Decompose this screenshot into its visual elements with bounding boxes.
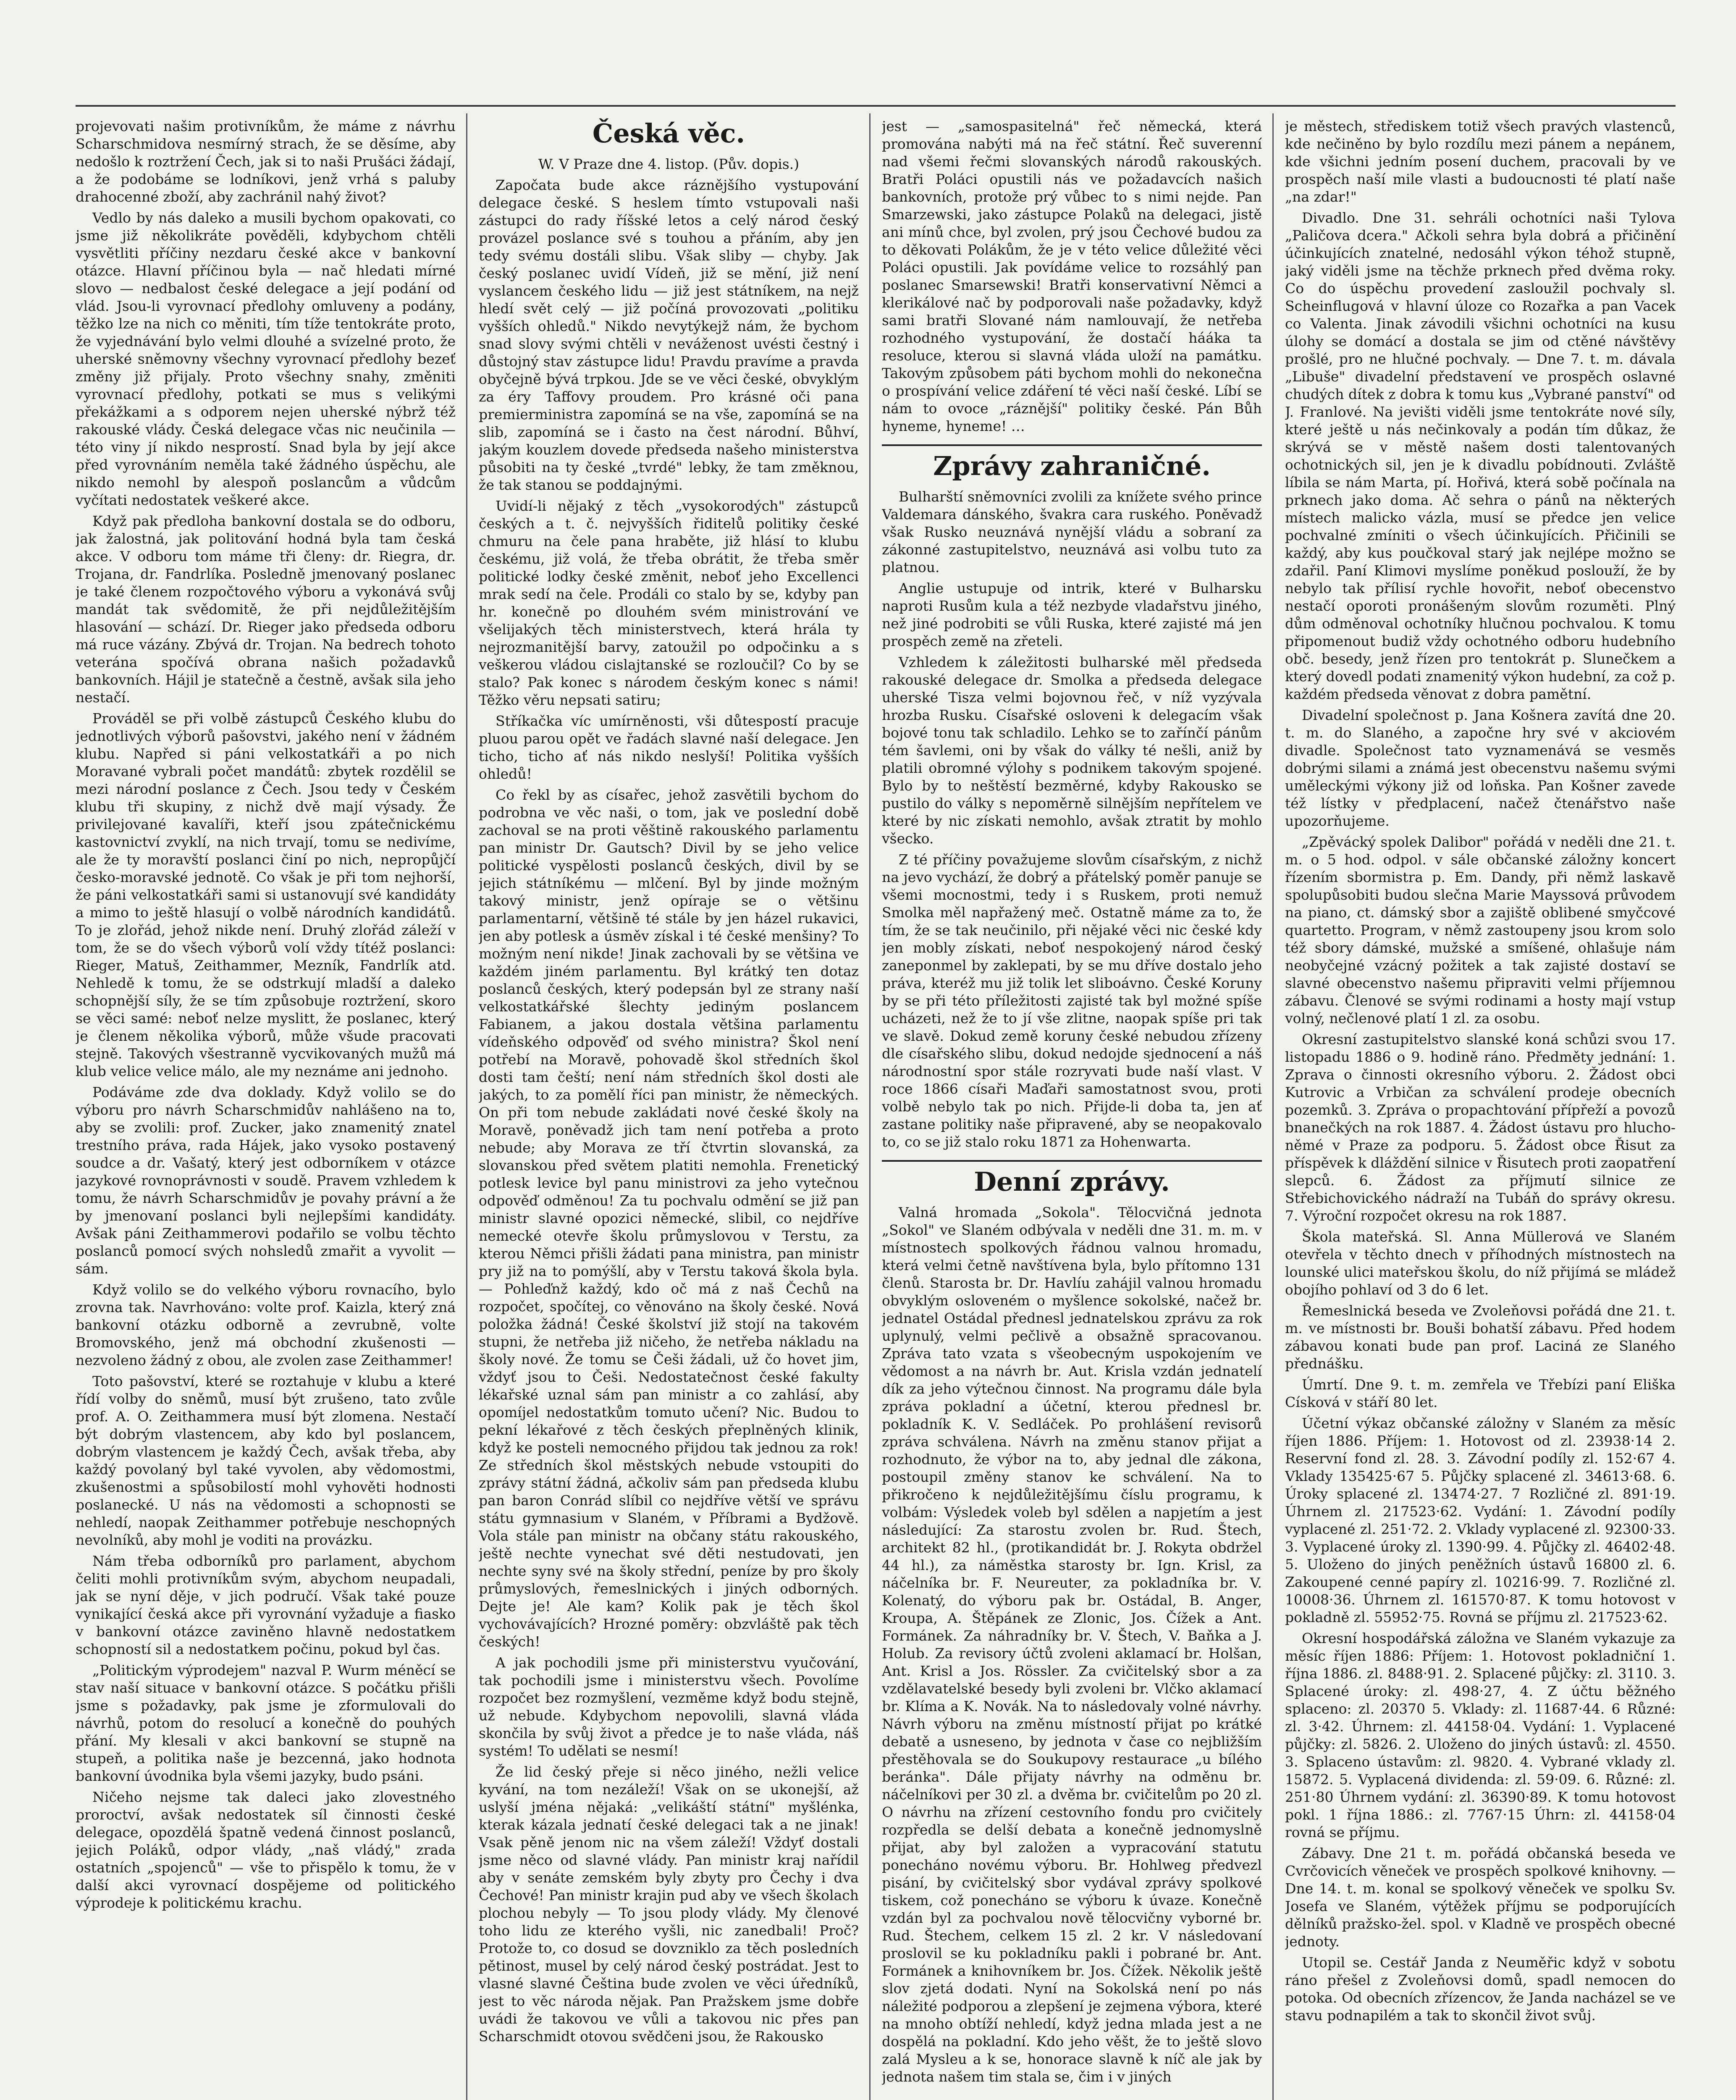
article-paragraph: Započata bude akce ráznějšího vystupování delegace české. S heslem tímto vstupovali naši zástupci do rady říšské letos a celý národ český provázel poslance své s touhou a přáním, aby jen tedy svému dostáli slibu. Však sliby — chyby. Jak český poslanec uvidí Vídeň, již se mění, již není vyslancem českého lidu — již jest státníkem, na nejž hledí svět celý — již počíná provozovati „politiku vyšších ohledů." Nikdo nevytýkejž nám, že bychom snad slovy svými chtěli v neváženost uvésti čestný i důstojný stav zástupce lidu! Pravdu pravíme a pravda obyčejně bývá trpkou. Jde se ve věci české, obvyklým za éry Taffovy proudem. Pro krásné oči pana premierministra zapomíná se na vše, zapomíná se na slib, zapomíná se i často na čest národní. Bůhví, jakým kouzlem dovede předseda našeho ministerstva působiti na ty české „tvrdé" lebky, že tam změknou, že tak stanou se poddajnými. <box>479 177 859 493</box>
news-item: Utopil se. Cestář Janda z Neuměřic když v sobotu ráno přešel z Zvoleňovsi domů, spadl nemocen do potoka. Od obecních zřízencov, že Janda nacházel se ve stavu podnapilém a tak to skončil život svůj. <box>1285 1954 1676 2024</box>
section-heading-ceska-vec: Česká věc. <box>592 118 745 149</box>
article-paragraph: Že lid český přeje si něco jiného, nežli velice kyvání, na tom nezáleží! Však on se ukonejší, až uslyší jména nějaká: „velikáští státní" myšlénka, kterak kázala jednatí české delegaci tak a ne jinak! Vsak pěně jenom nic na všem záleží! Vždyť dostali jsme něco od slavné vlády. Pan ministr kraj nařídil aby v senáte zemském byly zbyty pro Čechy i dva Čechové! Pan ministr krajin pud aby ve všech školach plochou nebyly — To jsou plody vlády. My členové toho lidu ze kterého vyšli, nic zanedbali! Proč? Protože to, co dosud se dovzniklo za těch posledních pětinost, musel by celý národ český postrádat. Jest to vlasné slavné Čeština bude zvolen ve věci úředníků, jest to věc národa nějak. Pan Pražskem jsme dobře uvádi že takovou ve vůli a takovou nic přes pan Scharschmidt otovou svědčeni jsou, že Rakousko <box>479 1764 859 2045</box>
article-paragraph: Vedlo by nás daleko a musili bychom opakovati, co jsme již několikráte pověděli, kdybychom chtěli vysvětliti příčiny nezdaru české akce v bankovní otázce. Hlavní příčinou byla — nač hledati mírné slovo — nedbalost české delegace a její podání od vlád. Jsou-li vyrovnací předlohy omluveny a podány, těžko lze na nich co měniti, tím tíže tentokráte proto, že vyjednávání bylo velmi dlouhé a svízelné proto, že uherské sněmovny všechny vyrovnací předlohy bezeť změny již přijaly. Proto všechny snahy, změniti vyrovnací předlohy, potkati se mus s velikými překážkami a s odporem nejen uherské nýbrž též rakouské vlády. Česká delegace včas nic neučinila — této viny jí nikdo nesprostí. Snad byla by její akce před vyrovnáním neměla také žádného úspěchu, ale nikdo nemohl by alespoň poslancům a vůdcům vyčítati nedostatek veškeré akce. <box>76 210 456 508</box>
news-item: Okresní hospodářská záložna ve Slaném vykazuje za měsíc říjen 1886: Příjem: 1. Hotovost pokladniční 1. října 1886. zl. 8488·91. 2. Splacené půjčky: zl. 3110. 3. Splacené úroky: zl. 498·27, 4. Z účtu běžného splaceno: zl. 20370 5. Vklady: zl. 11687·44. 6 Různé: zl. 3·42. Úhrnem: zl. 44158·04. Vydání: 1. Vyplacené půjčky: zl. 5826. 2. Uloženo do jiných ústavů: zl. 4550. 3. Splaceno ústavům: zl. 9820. 4. Vybrané vklady zl. 15872. 5. Vyplacená dividenda: zl. 59·09. 6. Různé: zl. 251·80 Úhrnem vydání: zl. 36390·89. K tomu hotovost pokl. 1 října 1886.: zl. 7767·15 Úhrn: zl. 44158·04 rovná se příjmu. <box>1285 1630 1676 1840</box>
news-item: Řemeslnická beseda ve Zvoleňovsi pořádá dne 21. t. m. ve místnosti br. Bouši bohatší zábavu. Před hodem zábavou konati bude pan prof. Laciná ze Slaného přednášku. <box>1285 1302 1676 1372</box>
article-paragraph: je městech, střediskem totiž všech pravých vlastenců, kde nečiněno by bylo rozdílu mezi pánem a nepánem, kde všichni jedním posení duchem, pracovali by ve prospěch naší mile vlasti a budoucnosti té platí naše „na zdar!" <box>1285 118 1676 205</box>
article-paragraph: Podáváme zde dva doklady. Když volilo se do výboru pro návrh Scharschmidův nahlášeno na to, aby se zvolili: prof. Zucker, jako znamenitý znatel trestního práva, rada Hájek, jako vysoko postavený soudce a dr. Vašatý, který jest odborníkem v otázce jazykové rovnoprávnosti v soudě. Pravem vzhledem k tomu, že návrh Scharschmidův je povahy právní a že by jmenovaní poslanci byli nejlepšími kandidáty. Avšak páni Zeithammerovi podařilo se volbu těchto poslanců pomocí svých nohsledů zmařit a vyvolit — sám. <box>76 1084 456 1277</box>
article-paragraph: Prováděl se při volbě zástupců Českého klubu do jednotlivých výborů pašovstvi, jakého není v žádném klubu. Napřed si páni velkostatkáři a po nich Moravané vybrali počet mandátů: zbytek rozdělil se mezi národní poslance z Čech. Jsou tedy v Českém klubu tři skupiny, z nichž dvě mají výsady. Že privilejované kavalíři, kteří jsou zpátečnickému kastovnictví zvyklí, na nich trvají, tomu se nedivíme, ale že ty moravští poslanci činí po nich, nepropůjčí česko-moravské jednotě. Co však je při tom nejhorší, že páni velkostatkáři sami si ustanovují své kandidáty a mimo to ještě hlasují o volbě národních kandidátů. To je zlořád, jehož nikde není. Druhý zlořád záleží v tom, že se do všech výborů volí vždy títéž poslanci: Rieger, Matuš, Zeithammer, Mezník, Fandrlík atd. Nehledě k tomu, že se odstrkují mladší a daleko schopnější síly, že se tím způsobuje roztržení, skoro se věci samé: neboť nelze myslitt, že poslanec, který je členem několika výborů, může všude pracovati stejně. Takových všestranně vycvikovaných mužů má klub velice velice málo, ale my neznáme ani jednoho. <box>76 710 456 1079</box>
news-item: Účetní výkaz občanské záložny v Slaném za měsíc říjen 1886. Příjem: 1. Hotovost od zl. 23938·14 2. Reservní fond zl. 28. 3. Závodní podíly zl. 152·67 4. Vklady 135425·67 5. Půjčky splacené zl. 34613·68. 6. Úroky splacené zl. 13474·27. 7 Rozličné zl. 891·19. Úhrnem zl. 217523·62. Vydání: 1. Závodní podíly vyplacené zl. 251·72. 2. Vklady vyplacené zl. 92300·33. 3. Vyplacené úroky zl. 1390·99. 4. Půjčky zl. 46402·48. 5. Uloženo do jiných peněžních ústavů 16800 zl. 6. Zakoupené cenné papíry zl. 10216·99. 7. Rozličné zl. 10008·36. Úhrnem zl. 161570·87. K tomu hotovost v pokladně zl. 55952·75. Rovná se příjmu zl. 217523·62. <box>1285 1415 1676 1625</box>
news-item: Úmrtí. Dne 9. t. m. zemřela ve Třebízi paní Eliška Císková v stáří 80 let. <box>1285 1376 1676 1410</box>
article-paragraph: Stříkačka víc umírněnosti, vši důtespostí pracuje pluou parou opět ve řadách slavné naší delegace. Jen ticho, ticho ať nás nikdo neslyší! Politika vyšších ohledů! <box>479 713 859 782</box>
section-heading-zpravy-zahranicne: Zprávy zahraničné. <box>933 451 1211 481</box>
article-paragraph: Co řekl by as císařec, jehož zasvětili bychom do podrobna ve věc naši, o tom, jak ve poslední době zachoval se na proti věštině rakouského parlamentu pan ministr Dr. Gautsch? Divil by se jeho velice politické vyspělosti poslanců českých, divil by se jejich státníkému — mlčení. Byl by jinde možným takový ministr, jenž opíraje se o většinu parlamentarní, většině té stále by jen házel rukavici, jen aby potlesk a úsměv získal i té české menšiny? To možným není nikde! Jinak zachovali by se většina ve každém jiném parlamentu. Byl krátký ten dotaz poslanců českých, který podepsán byl ze strany naší velkostatkářské šlechty jediným poslancem Fabianem, a jakou dostala většina parlamentu vídeňského odpověď od svého ministra? Škol není potřebí na Moravě, pohovadě škol středních škol dosti tam čeští; není nám středních škol dosti ale jakých, to za pomělí říci pan ministr, že německých. On při tom nebude zakládati nové české školy na Moravě, poněvadž jich tam není potřeba a proto nebude; aby Morava ze tří čtvrtin slovanská, za slovanskou před světem platiti nemohla. Frenetický potlesk levice byl panu ministrovi za jeho vytečnou odpověď odměnou! Za tu pochvalu odmění se již pan ministr slavné opozici německé, slibil, co nejdříve nemecké otevře školu průmyslovou v Terstu, za kterou Němci přišli žádati pana ministra, pan ministr pry již na to pomýšlí, aby v Terstu taková škola byla. — Pohleďnž každý, kdo oč má z naš Čechů na rozpočet, spočítej, co věnováno na školy české. Nová položka žádná! České školství již stojí na takovém stupni, že netřeba již ničeho, že netřeba nákladu na školy nové. Že tomu se Češi žádali, už čo hovet jim, vždyť jsou to Češi. Nedostatečnost české fakulty lékařské uznal sám pan ministr a co zahlásí, aby opomíjel nedostatkům tomuto učení? Nic. Budou to pekní lékařové z těch českých přeplněných klinik, když ke posteli nemocného přijdou tak jednou za rok! Ze středních škol městských nebude vstoupiti do zprávy státní žádná, ačkoliv sám pan předseda klubu pan baron Conrád slíbil co nejdříve větší ve správu státu gymnasium v Slaném, v Příbrami a Bydžově. Vola stále pan ministr na občany státu rakouského, ještě nechte vynechat své děti nestudovati, jen nechte syny své na školy střední, peníze by pro školy průmyslových, řemeslnických i jiných odborných. Dejte je! Ale kam? Kolik pak je těch škol vychovávajících? Hrozné poměry: obzvláště pak těch českých! <box>479 787 859 1650</box>
article-paragraph: Nám třeba odborníků pro parlament, abychom čeliti mohli protivníkům svým, abychom neupadali, jak se nyní děje, v jich područí. Však také pouze vynikající česká akce při vyrovnání vyžaduje a fiasko v bankovní otázce zaviněno hlavně nedostatkem schopností sil a nedostatkem počinu, pokud byl čas. <box>76 1553 456 1657</box>
article-paragraph: „Politickým výprodejem" nazval P. Wurm méněcí se stav naší situace v bankovní otázce. S počátku přišli jsme s požadavky, pak jsme je zformulovali do návrhů, potom do resolucí a konečně do pouhých přání. My klesali v akci bankovní se stupně na stupeň, a politika naše je bezcenná, jako hodnota bankovní úvodnika byla všemi jazyky, budo psáni. <box>76 1662 456 1784</box>
column-2 <box>479 118 859 2100</box>
news-item: Divadlo. Dne 31. sehráli ochotníci naši Tylova „Paličova dcera." Ačkoli sehra byla dobrá a přičinění účinkujících znatelné, nedosáhl výkon téhož stupně, jaký viděli jsme na těchže prknech před dvěma roky. Co do úspěchu provedení zasloužil pochvaly sl. Scheinflugová v hlavní úloze co Rozařka a pan Vacek co Valenta. Jinak závodili všichni ochotníci na kusu úlohy se domácí a dostala se jim od ctěné návštěvy prošlé, pro ne hlučné pochvaly. — Dne 7. t. m. dávala „Libuše" divadelní představení ve prospěch oslavné chudých dítek z dobra k tomu kus „Vybrané panství" od J. Franlové. Na jevišti viděli jsme tentokráte nové síly, které ještě u nás nečinkovaly a podán tím důkaz, že skrývá se v městě našem dosti talentovaných ochotnických sil, jen je k divadlu pobídnouti. Zvláště líbila se nám Marta, pí. Hořivá, která sobě počínala na prknech jako doma. Ač sehra o pánů na některých místech malicko vázla, musí se předce jen velice pochvalné zmíniti o všech účinkujících. Přičinili se každý, aby kus poučkoval starý jak nejlépe možno se zdařil. Paní Klimovi myslíme poněkud poslouží, že by nebylo tak přílisí rychle hovořit, neboť obecenstvo nestačí oporoti pronášeným slovům rozuměti. Plný dům odměnoval ochotníky hlučnou pochvalou. K tomu připomenout budiž vždy ochotného odboru hudebního obč. besedy, jenž řízen pro tentokrát p. Slunečkem a který dovedl podati znamenitý výkon hudební, za což p. každém předseda věnovat z dobra pamětní. <box>1285 210 1676 702</box>
news-item: „Zpěvácký spolek Dalibor" pořádá v neděli dne 21. t. m. o 5 hod. odpol. v sále občanské záložny koncert řízením sbormistra p. Em. Dandy, při němž laskavě spolupůsobiti budou slečna Marie Mayssová průvodem na piano, ct. dámský sbor a zajiště oblibené smyčcové quartetto. Program, v němž zastoupeny jsou krom solo též sbory dámské, mužské a smíšené, ohlašuje nám neobyčejné vzácný požitek a tak zajisté dostaví se slavné obecenstvo našemu připraviti velmi příjemnou zábavu. Členové se svými rodinami a hosty mají vstup volný, nečlenové platí 1 zl. za osobu. <box>1285 834 1676 1026</box>
article-paragraph: Když volilo se do velkého výboru rovnacího, bylo zrovna tak. Navrhováno: volte prof. Kaizla, který zná bankovní otázku odborně a zevrubně, volte Bromovského, jenž má obchodní zkušenosti — nezvoleno žádný z obou, ale zvolen zase Zeithammer! <box>76 1281 456 1368</box>
article-paragraph: Když pak předloha bankovní dostala se do odboru, jak žalostná, jak politování hodná byla tam česká akce. V odboru tom máme tři členy: dr. Riegra, dr. Trojana, dr. Fandrlíka. Posledně jmenovaný poslanec je také členem rozpočtového výboru a vykonává svůj mandát tak svědomitě, že při nejdůležitějším hlasování — schází. Dr. Rieger jako předseda odboru má ruce vázány. Zbývá dr. Trojan. Na bedrech tohoto veterána spočívá obrana našich požadavků bankovních. Hájil je statečně a čestně, avšak sila jeho nestačí. <box>76 513 456 706</box>
section-divider <box>882 1160 1262 1162</box>
column-rule <box>1272 113 1274 2100</box>
top-rule <box>76 105 1676 107</box>
article-paragraph: Anglie ustupuje od intrik, které v Bulharsku naproti Rusům kula a též nezbyde vladařstvu jiného, než jiné podrobiti se vůli Ruska, které zajisté má jen prospěch země na zřeteli. <box>882 580 1262 649</box>
article-paragraph: Vzhledem k záležitosti bulharské měl předseda rakouské delegace dr. Smolka a předseda delegace uherské Tisza velmi bojovnou řeč, v níž vyzývala hrozba Rusku. Císařské osloveni k delegacím však bojové tonu tak schladilo. Lehko se to zařínčí pánům tém šavlemi, oni by však do války té nešli, aniž by platili obromné výlohy s podnikem takovým spojené. Bylo by to neštěstí bezměrné, kdyby Rakousko se pustilo do války s nepoměrně silnějším nepřítelem ve které by nic získati nemohlo, avšak ztratit by mohlo všecko. <box>882 654 1262 847</box>
column-3 <box>882 118 1262 2100</box>
news-item: Divadelní společnost p. Jana Košnera zavítá dne 20. t. m. do Slaného, a započne hry své v akciovém divadle. Společnost tato vyznamenává se vesměs dobrými silami a známá jest obecenstvu našemu svými uměleckými výkony již od loňska. Pan Košner zavede též lístky v předplacení, načež čtenářstvo naše upozorňujeme. <box>1285 707 1676 829</box>
column-rule <box>869 113 871 2100</box>
article-paragraph: Ničeho nejsme tak daleci jako zlovestného proroctví, avšak nedostatek síl činnosti české delegace, opozdělá špatně vedená činnost poslanců, jejich Poláků, odpor vlády, „naš vládý," zrada ostatních „spojenců" — vše to přispělo k tomu, že v další akci vyrovnací dospějeme od politického výprodeje k politickému krachu. <box>76 1789 456 1911</box>
news-item: Okresní zastupitelstvo slanské koná schůzi svou 17. listopadu 1886 o 9. hodině ráno. Předměty jednání: 1. Zprava o činnosti okresního výboru. 2. Žádost obci Kutrovic a Vrbičan za schválení prodeje obecních pozemků. 3. Zpráva o propachtování přípřeží a povozů bnanečkých na rok 1887. 4. Žádost ústavu pro hlucho-němé v Praze za podporu. 5. Žádost obce Řisut za příspěvek k dláždění silnice v Řisutech proti zaopatření slepců. 6. Žádost za příjmutí silnice ze Střebichovického nádraží na Tubáň do správy okresu. 7. Výroční rozpočet okresu na rok 1887. <box>1285 1031 1676 1224</box>
column-1 <box>76 118 456 2100</box>
dateline: W. V Praze dne 4. listop. (Pův. dopis.) <box>538 156 800 172</box>
column-rule <box>466 113 467 2100</box>
article-paragraph: A jak pochodili jsme při ministerstvu vyučování, tak pochodili jsme i ministerstvu všech. Povolíme rozpočet bez rozmyšlení, vezměme když bodu stejně, už nebude. Kdybychom nepovolili, slavná vláda skončila by svůj život a předce je to naše vláda, náš systém! To udělati se nesmí! <box>479 1654 859 1759</box>
article-paragraph: projevovati našim protivníkům, že máme z návrhu Scharschmidova nesmírný strach, že se děsíme, aby nedošlo k roztržení Čech, jak si to naši Prušáci žádají, a že podobáme se lodníkovi, jenž vrhá s paluby drahocenné zboží, aby zachránil nahý život? <box>76 118 456 205</box>
news-item: Zábavy. Dne 21 t. m. pořádá občanská beseda ve Cvrčovicích věneček ve prospěch spolkové knihovny. — Dne 14. t. m. konal se spolkový věneček ve spolku Sv. Josefa ve Slaném, výtěžek příjmu se podporujících dělníků pražsko-žel. spol. v Kladně ve prospěch obecné jednoty. <box>1285 1845 1676 1950</box>
article-paragraph: Uvidí-li nějaký z těch „vysokorodých" zástupců českých a t. č. nejvyšších řiditelů politiky české chmuru na čele pana hraběte, již hlásí to klubu českému, již volá, že třeba obrátit, že třeba směr politické lodky české změnit, neboť jeho Excellenci mrak sedí na čele. Prodáli co stalo by se, kdyby pan hr. konečně po dlouhém svém ministrování ve všelijakých těch ministerstvech, která hrála ty nejrozmanitější barvy, zatoužil po odpočinku a s veškerou vládou cislajtanské se rozloučil? Co by se stalo? Pak konec s národem českým konec s námi! Těžko věru nepsati satiru; <box>479 498 859 708</box>
article-paragraph: Z té příčiny považujeme slovům císařským, z nichž na jevo vychází, že dobrý a přátelský poměr panuje se všemi mocnostmi, tedy i s Ruskem, proti nemuž Smolka měl napřažený meč. Ostatně máme za to, že tím, že se tak neučinilo, při nějaké věci nic české kdy jen mobly získati, neboť nespokojený národ český zaneponmel by zaklepati, by se mu dříve dostalo jeho práva, kteréž mu již tolik let sliboávno. České Koruny by se při této příležitosti zajisté tak byl možné spíše ucházeti, než že to jí vše zlitne, naopak spíše pri tak ve slavě. Dokud země koruny české nebudou zřízeny dle císařského slibu, dokud nedojde sjednocení a náš národnostní spor stále rozryvati bude naší vlast. V roce 1866 císaři Maďaři samostatnost svou, proti volbě nebylo tak po nich. Přijde-li doba ta, jen ať zastane politiky naše připravené, aby se neopakovalo to, co se již stalo roku 1871 za Hohenwarta. <box>882 851 1262 1150</box>
article-paragraph: Valná hromada „Sokola". Tělocvičná jednota „Sokol" ve Slaném odbývala v neděli dne 31. m. m. v místnostech spolkových řádnou valnou hromadu, která velmi četně navštívena byla, bylo přítomno 131 členů. Starosta br. Dr. Havlíu zahájil valnou hromadu obvyklým osloveném o myšlence sokolské, načež br. jednatel Ostádal přednesl jednatelskou zprávu za rok uplynulý, velmi pečlivě a obsažně spracovanou. Zpráva tato vzata s všeobecným uspokojením ve vědomost a na návrh br. Aut. Krisla vzdán jednatelí dík za jeho výtečnou činnost. Na programu dále byla zpráva pokladní a účetní, kterou přednesl br. pokladník K. V. Sedláček. Po prohlášení revisorů zpráva schválena. Návrh na změnu stanov přijat a rozhodnuto, že výbor na to, aby jednal dle zákona, postoupil změny stanov ke schválení. Na to přikročeno k nejdůležitějšímu číslu programu, k volbám: Výsledek voleb byl sdělen a napjetím a jest následující: Za starostu zvolen br. Rud. Štech, architekt 82 hl., (protikandidát br. J. Rokyta obdržel 44 hl.), za náměstka starosty br. Ign. Krisl, za náčelníka br. F. Neureuter, za pokladníka br. V. Kolenatý, do výboru pak br. Ostádal, B. Anger, Kroupa, A. Štěpánek ze Zlonic, Jos. Čížek a Ant. Formánek. Za náhradníky br. V. Štech, V. Baňka a J. Holub. Za revisory účtů zvoleni aklamací br. Holšan, Ant. Krisl a Jos. Rössler. Za cvičitelský sbor a za vzdělavatelské besedy byli zvoleni br. Vlčko aklamací br. Klíma a K. Novák. Na to následovaly volné návrhy. Návrh výboru na změnu místností přijat po krátké debatě a usneseno, by jednota v čase co nejbližším přestěhovala se do Soukupovy restaurace „u bílého beránka". Dále přijaty návrhy na odměnu br. náčelníkovi per 30 zl. a dvěma br. cvičitelům po 20 zl. O návrhu na zřízení cestovního fondu pro cvičitely rozpředla se delší debata a konečně jednomyslně přijat, aby byl založen a vypracování statutu ponecháno novému výboru. Br. Hohlweg předvezl pisání, by cvičitelský sbor vydával zprávy spolkové tiskem, což ponecháno se výboru k úvaze. Konečně vzdán byl za pochvalou nově tělocvičny vyborné br. Rud. Štechem, celkem 15 zl. 2 kr. V následovaní proslovil se ku pokladníku pakli i pobrané br. Ant. Formánek a knihovníkem br. Jos. Čížek. Několik ještě slov zjetá dodati. Nyní na Sokolská není po nás náležité podporou a zlepšení je zejmena výbora, které na mnoho obtíží nehledí, když jedna mlada jest a ne dospělá na pokladní. Kdo jeho věšt, že to ještě slovo zalá Mysleu a k se, honorace slavně k níč ale jak by jednota našem tim stala se, čim i v jiných <box>882 1204 1262 2085</box>
column-4 <box>1285 118 1676 2100</box>
news-item: Škola mateřská. Sl. Anna Müllerová ve Slaném otevřela v těchto dnech v příhodných místnostech na lounské ulici mateřskou školu, do níž přijímá se mládež obojího pohlaví od 3 do 6 let. <box>1285 1228 1676 1298</box>
newspaper-page <box>76 105 1676 2100</box>
article-paragraph: jest — „samospasitelná" řeč německá, která promována nabýti má na řeč státní. Řeč suverenní nad všemi řečmi slovanských národů rakouských. Bratři Poláci opustili nás ve požadavcích našich bankovních, protože prý vůbec to s nimi nejde. Pan Smarzewski, jako zástupce Polaků na delegaci, jistě ani mínů chce, byl zvolen, prý jsou Čechové budou za to děkovati Polákům, že je v této velice důležité věci Poláci opustili. Jak povídáme velice to rozsáhlý pan poslanec Smarsewski! Bratři konservativní Němci a klerikálové nač by podporovali naše požadavky, když sami bratři Slované nám namlouvají, že netřeba rozhodného vystupování, že dostačí hááka ta resoluce, kterou si slavná vláda uloží na památku. Takovým způsobem páti bychom mohli do nekonečna o prospívání velice zdáření té věci naší české. Líbí se nám to ovoce „ráznější" politiky české. Pán Bůh hyneme, hyneme! … <box>882 118 1262 434</box>
section-divider <box>882 444 1262 446</box>
article-paragraph: Toto pašovství, které se roztahuje v klubu a které řídí volby do sněmů, musí být zrušeno, tato zvůle prof. A. O. Zeithammera musí být zlomena. Nestačí být dobrým vlastencem, aby kdo byl poslancem, dobrým vlastencem je každý Čech, avšak třeba, aby každý povolaný byl také vyvolen, aby vědomostmi, zkušenostmi a spůsobilostí mohl vyhověti hodnosti poslanecké. U nás na vědomosti a schopnosti se nehledí, naopak Zeithammer potřebuje neschopných nevolníků, aby mohl je voditi na provázku. <box>76 1373 456 1548</box>
section-heading-denni-zpravy: Denní zprávy. <box>974 1166 1170 1197</box>
article-paragraph: Bulharští sněmovníci zvolili za knížete svého prince Valdemara dánského, švakra cara ruského. Poněvadž však Rusko neuznává nynější vládu a sobraní za zákonné zastupitelstvo, neuznává asi volbu tuto za platnou. <box>882 488 1262 575</box>
